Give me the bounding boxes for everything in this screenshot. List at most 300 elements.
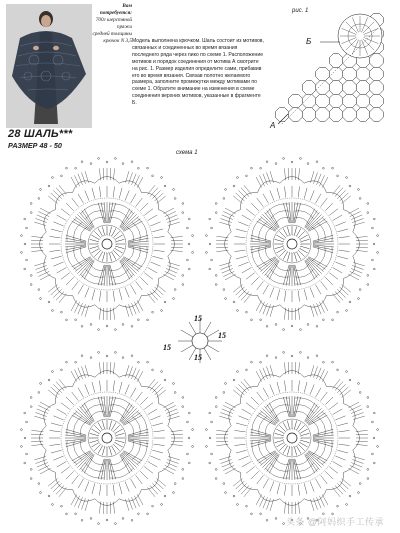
motif-petal-stitch: [72, 415, 91, 425]
motif-scallop: [344, 256, 356, 278]
motif-petal-stitch: [307, 408, 322, 423]
motif-stitch: [270, 384, 274, 394]
motif-picot: [81, 161, 83, 163]
motif-picot: [206, 235, 208, 237]
motif-picot: [233, 185, 235, 187]
motif-stitch: [113, 308, 114, 320]
figure1-motif: [289, 108, 302, 121]
filler-center-ring: [192, 333, 208, 349]
figure1-motif: [343, 67, 356, 80]
motif-petal-stitch: [309, 221, 328, 231]
motif-picot: [61, 505, 63, 507]
motif-picot: [131, 161, 133, 163]
motif-picot: [251, 319, 253, 321]
motif-picot: [251, 167, 253, 169]
motif-stitch: [148, 185, 156, 194]
motif-stitch: [288, 168, 289, 180]
motif-stitch: [277, 382, 280, 393]
motif-stitch: [53, 222, 63, 226]
motif-stitch: [85, 384, 89, 394]
join-label-left: 15: [163, 343, 171, 352]
motif-stitch: [56, 382, 64, 391]
motif-picot: [122, 324, 124, 326]
motif-petal-stitch: [72, 451, 91, 461]
motif-picot: [30, 397, 32, 399]
motif-stitch: [339, 481, 348, 489]
motif-stitch: [298, 425, 304, 431]
motif-stitch: [300, 429, 308, 434]
motif-stitch: [304, 483, 307, 494]
motif-picot: [81, 355, 83, 357]
motif-picot: [52, 177, 54, 179]
motif-stitch: [119, 483, 122, 494]
motif-picot: [90, 518, 92, 520]
motif-stitch: [125, 287, 129, 297]
motif-scallop: [73, 296, 95, 308]
motif-stitch: [329, 273, 338, 280]
motif-stitch: [298, 186, 299, 197]
figure1-label-a: А: [270, 121, 276, 130]
motif-picot: [209, 243, 211, 245]
figure1-title: рис. 1: [292, 8, 309, 14]
filler-stitch: [181, 345, 193, 352]
materials-heading: Вам потребуется:: [99, 3, 132, 16]
filler-stitch: [181, 330, 193, 337]
crochet-motif: [206, 158, 379, 331]
motif-stitch: [220, 412, 231, 416]
motif-picot: [209, 412, 211, 414]
motif-picot: [316, 325, 318, 327]
motif-stitch: [279, 250, 285, 256]
motif-stitch: [171, 236, 183, 237]
motif-petal-stitch: [120, 209, 130, 228]
motif-stitch: [238, 483, 246, 491]
motif-stitch: [283, 252, 288, 260]
motif-stitch: [171, 444, 183, 445]
motif-petal-stitch: [77, 214, 92, 229]
motif-stitch: [72, 475, 79, 484]
motif-picot: [225, 383, 227, 385]
motif-picot: [188, 437, 190, 439]
motif-stitch: [136, 392, 143, 401]
motif-stitch: [298, 291, 299, 302]
motif-stitch: [304, 188, 307, 199]
motif-stitch: [61, 209, 70, 216]
motif-picot: [377, 252, 379, 254]
motif-stitch: [113, 250, 119, 256]
motif-stitch: [57, 268, 67, 274]
motif-picot: [367, 284, 369, 286]
motif-picot: [377, 446, 379, 448]
motif-stitch: [236, 450, 247, 453]
motif-picot: [372, 227, 374, 229]
motif-picot: [66, 319, 68, 321]
motif-stitch: [352, 460, 363, 464]
motif-stitch: [119, 188, 122, 199]
motif-stitch: [236, 287, 245, 295]
motif-picot: [206, 429, 208, 431]
motif-stitch: [298, 231, 304, 237]
motif-stitch: [333, 215, 343, 221]
motif-picot: [349, 301, 351, 303]
motif-stitch: [216, 250, 228, 251]
motif-stitch: [140, 397, 148, 405]
motif-picot: [147, 319, 149, 321]
motif-stitch: [294, 227, 296, 236]
motif-center-ring: [287, 239, 297, 249]
motif-stitch: [119, 289, 122, 300]
motif-petal-stitch: [123, 410, 139, 423]
motif-picot: [260, 167, 262, 169]
motif-picot: [30, 468, 32, 470]
motif-stitch: [333, 462, 343, 468]
motif-stitch: [342, 285, 351, 293]
motif-stitch: [236, 193, 245, 201]
motif-picot: [291, 355, 293, 357]
motif-stitch: [216, 444, 228, 445]
motif-picot: [90, 324, 92, 326]
motif-stitch: [275, 239, 284, 241]
motif-stitch: [154, 430, 165, 431]
motif-stitch: [61, 403, 70, 410]
motif-picot: [266, 519, 268, 521]
motif-stitch: [301, 433, 310, 435]
motif-petal-stitch: [122, 453, 137, 468]
motif-petal-stitch: [77, 453, 92, 468]
motif-picot: [211, 259, 213, 261]
motif-picot: [266, 355, 268, 357]
motif-scallop: [119, 375, 141, 387]
motif-stitch: [288, 308, 289, 320]
motif-stitch: [53, 483, 61, 491]
motif-stitch: [241, 188, 249, 197]
motif-stitch: [284, 168, 285, 180]
motif-stitch: [99, 502, 100, 514]
motif-picot: [307, 163, 309, 165]
motif-stitch: [329, 467, 338, 474]
motif-picot: [24, 462, 26, 464]
motif-stitch: [275, 246, 284, 248]
motif-picot: [81, 519, 83, 521]
motif-stitch: [78, 285, 84, 295]
motif-picot: [161, 310, 163, 312]
motif-stitch: [92, 289, 95, 300]
join-label-top: 15: [194, 314, 202, 323]
motif-scallop: [73, 490, 95, 502]
motif-stitch: [129, 304, 133, 315]
motif-scallop: [159, 210, 171, 232]
motif-stitch: [85, 287, 89, 297]
motif-stitch: [270, 190, 274, 200]
motif-picot: [187, 227, 189, 229]
motif-stitch: [275, 433, 284, 435]
motif-picot: [106, 355, 108, 357]
motif-stitch: [356, 250, 368, 251]
motif-stitch: [113, 291, 114, 302]
motif-petal-stitch: [79, 454, 92, 470]
motif-picot: [98, 158, 100, 160]
motif-petal-stitch: [79, 212, 92, 228]
motif-picot: [275, 357, 277, 359]
motif-picot: [206, 252, 208, 254]
motif-petal-stitch: [122, 259, 137, 274]
motif-picot: [40, 189, 42, 191]
motif-picot: [90, 163, 92, 165]
motif-stitch: [131, 479, 137, 489]
motif-stitch: [90, 246, 99, 248]
motif-petal-stitch: [306, 454, 319, 470]
motif-petal-stitch: [121, 212, 134, 228]
motif-stitch: [92, 382, 95, 393]
motif-stitch: [242, 409, 252, 415]
motif-picot: [246, 175, 248, 177]
motif-stitch: [342, 390, 351, 398]
motif-picot: [215, 284, 217, 286]
crochet-motif: [21, 352, 194, 525]
motif-petal-stitch: [306, 212, 319, 228]
motif-stitch: [251, 203, 259, 211]
figure1-motif: [316, 81, 329, 94]
motif-stitch: [236, 256, 247, 259]
motif-picot: [40, 298, 42, 300]
motif-picot: [346, 504, 348, 506]
motif-stitch: [51, 229, 62, 232]
motif-picot: [98, 352, 100, 354]
motif-stitch: [116, 440, 125, 442]
motif-petal-stitch: [84, 403, 94, 422]
motif-stitch: [295, 502, 296, 514]
motif-petal-stitch: [306, 260, 319, 276]
motif-stitch: [314, 304, 318, 315]
motif-petal-stitch: [262, 453, 277, 468]
figure1-motif: [302, 81, 315, 94]
motif-picot: [61, 311, 63, 313]
motif-stitch: [279, 444, 285, 450]
motif-petal-stitch: [269, 261, 279, 280]
motif-stitch: [48, 479, 57, 487]
motif-stitch: [110, 168, 111, 180]
motif-stitch: [356, 441, 368, 442]
motif-picot: [40, 383, 42, 385]
motif-picot: [283, 329, 285, 331]
motif-picot: [209, 268, 211, 270]
motif-stitch: [337, 289, 345, 297]
figure1-motif: [370, 81, 383, 94]
motif-stitch: [150, 222, 160, 226]
figure1-motif: [329, 67, 342, 80]
motif-stitch: [152, 289, 160, 297]
motif-petal-stitch: [257, 415, 276, 425]
motif-petal-stitch: [264, 454, 277, 470]
motif-stitch: [152, 384, 160, 392]
motif-picot: [337, 175, 339, 177]
filler-stitch: [204, 348, 211, 360]
motif-chain-round: [98, 235, 116, 253]
motif-petal-stitch: [122, 214, 137, 229]
motif-picot: [359, 483, 361, 485]
figure1-motif: [329, 108, 342, 121]
motif-picot: [192, 252, 194, 254]
motif-stitch: [113, 231, 119, 237]
motif-scallop: [44, 404, 56, 426]
motif-stitch: [154, 387, 163, 395]
motif-stitch: [251, 277, 259, 285]
motif-stitch: [356, 240, 368, 241]
motif-stitch: [103, 168, 104, 180]
motif-picot: [291, 161, 293, 163]
motif-stitch: [150, 291, 158, 300]
motif-stitch: [66, 277, 74, 285]
filler-stitch: [204, 322, 211, 334]
motif-picot: [209, 462, 211, 464]
motif-picot: [164, 379, 166, 381]
motif-stitch: [72, 281, 79, 290]
motif-stitch: [31, 247, 43, 248]
motif-stitch: [300, 235, 308, 240]
motif-stitch: [333, 409, 343, 415]
motif-stitch: [298, 168, 299, 180]
motif-petal-stitch: [309, 451, 328, 461]
motif-stitch: [125, 481, 129, 491]
motif-picot: [367, 203, 369, 205]
motif-stitch: [85, 190, 89, 200]
motif-stitch: [301, 246, 310, 248]
motif-picot: [81, 325, 83, 327]
motif-petal-stitch: [305, 403, 315, 422]
motif-stitch: [283, 422, 288, 430]
motif-stitch: [337, 483, 345, 491]
motif-scallop: [304, 181, 326, 193]
motif-picot: [24, 218, 26, 220]
motif-picot: [316, 161, 318, 163]
motif-picot: [237, 177, 239, 179]
motif-scallop: [304, 296, 326, 308]
motif-picot: [182, 406, 184, 408]
motif-stitch: [294, 421, 296, 430]
motif-stitch: [61, 467, 70, 474]
motif-picot: [192, 235, 194, 237]
motif-picot: [192, 446, 194, 448]
motif-stitch: [131, 194, 137, 204]
motif-stitch: [287, 447, 289, 456]
motif-stitch: [154, 236, 165, 237]
motif-picot: [215, 203, 217, 205]
motif-stitch: [53, 416, 63, 420]
motif-stitch: [277, 188, 280, 199]
motif-picot: [332, 361, 334, 363]
motif-stitch: [298, 308, 299, 320]
motif-picot: [30, 274, 32, 276]
motif-stitch: [216, 247, 228, 248]
motif-petal-stitch: [77, 408, 92, 423]
motif-stitch: [48, 196, 57, 204]
motif-stitch: [35, 266, 46, 270]
motif-petal-stitch: [75, 452, 91, 465]
motif-picot: [24, 437, 26, 439]
figure1-motif-grid: [275, 13, 383, 124]
motif-stitch: [99, 168, 100, 180]
motif-stitch: [244, 294, 252, 303]
motif-picot: [358, 383, 360, 385]
motif-stitch: [241, 485, 249, 494]
motif-picot: [26, 421, 28, 423]
motif-stitch: [337, 423, 348, 426]
motif-stitch: [266, 304, 270, 315]
motif-picot: [233, 495, 235, 497]
motif-stitch: [284, 291, 285, 302]
motif-stitch: [339, 387, 348, 395]
motif-picot: [223, 483, 225, 485]
motif-stitch: [148, 215, 158, 221]
motif-stitch: [310, 190, 314, 200]
motif-petal-stitch: [120, 403, 130, 422]
motif-stitch: [113, 502, 114, 514]
motif-picot: [137, 167, 139, 169]
motif-stitch: [294, 447, 296, 456]
motif-stitch: [316, 194, 322, 204]
motif-stitch: [335, 485, 343, 494]
motif-picot: [233, 379, 235, 381]
motif-stitch: [51, 450, 62, 453]
motif-stitch: [310, 384, 314, 394]
motif-petal-stitch: [305, 455, 315, 474]
motif-picot: [182, 203, 184, 205]
motif-stitch: [270, 481, 274, 491]
motif-stitch: [31, 434, 43, 435]
motif-picot: [337, 505, 339, 507]
motif-stitch: [148, 268, 158, 274]
motif-stitch: [31, 430, 43, 431]
motif-picot: [358, 492, 360, 494]
motif-stitch: [234, 444, 245, 445]
motif-scallop: [159, 256, 171, 278]
motif-picot: [209, 218, 211, 220]
motif-stitch: [325, 471, 333, 479]
motif-stitch: [333, 379, 341, 388]
motif-picot: [106, 161, 108, 163]
motif-stitch: [150, 485, 158, 494]
motif-stitch: [109, 227, 111, 236]
motif-petal-stitch: [308, 258, 324, 271]
motif-picot: [188, 268, 190, 270]
motif-petal-stitch: [262, 214, 277, 229]
motif-picot: [26, 453, 28, 455]
motif-picot: [106, 519, 108, 521]
crochet-motif: [21, 158, 194, 331]
motif-stitch: [321, 475, 328, 484]
motif-chain-round: [98, 429, 116, 447]
motif-picot: [283, 352, 285, 354]
filler-stitch: [189, 322, 196, 334]
motif-stitch: [140, 277, 148, 285]
figure1-motif: [356, 67, 369, 80]
motif-stitch: [325, 203, 333, 211]
motif-stitch: [234, 236, 245, 237]
motif-stitch: [284, 485, 285, 496]
motif-stitch: [242, 215, 252, 221]
motif-picot: [174, 198, 176, 200]
motif-stitch: [339, 444, 350, 445]
motif-picot: [75, 361, 77, 363]
motif-picot: [187, 421, 189, 423]
motif-stitch: [91, 249, 99, 254]
motif-stitch: [263, 479, 269, 489]
motif-petal-stitch: [79, 260, 92, 276]
motif-stitch: [115, 249, 123, 254]
motif-stitch: [287, 253, 289, 262]
motif-picot: [225, 492, 227, 494]
motif-stitch: [251, 471, 259, 479]
